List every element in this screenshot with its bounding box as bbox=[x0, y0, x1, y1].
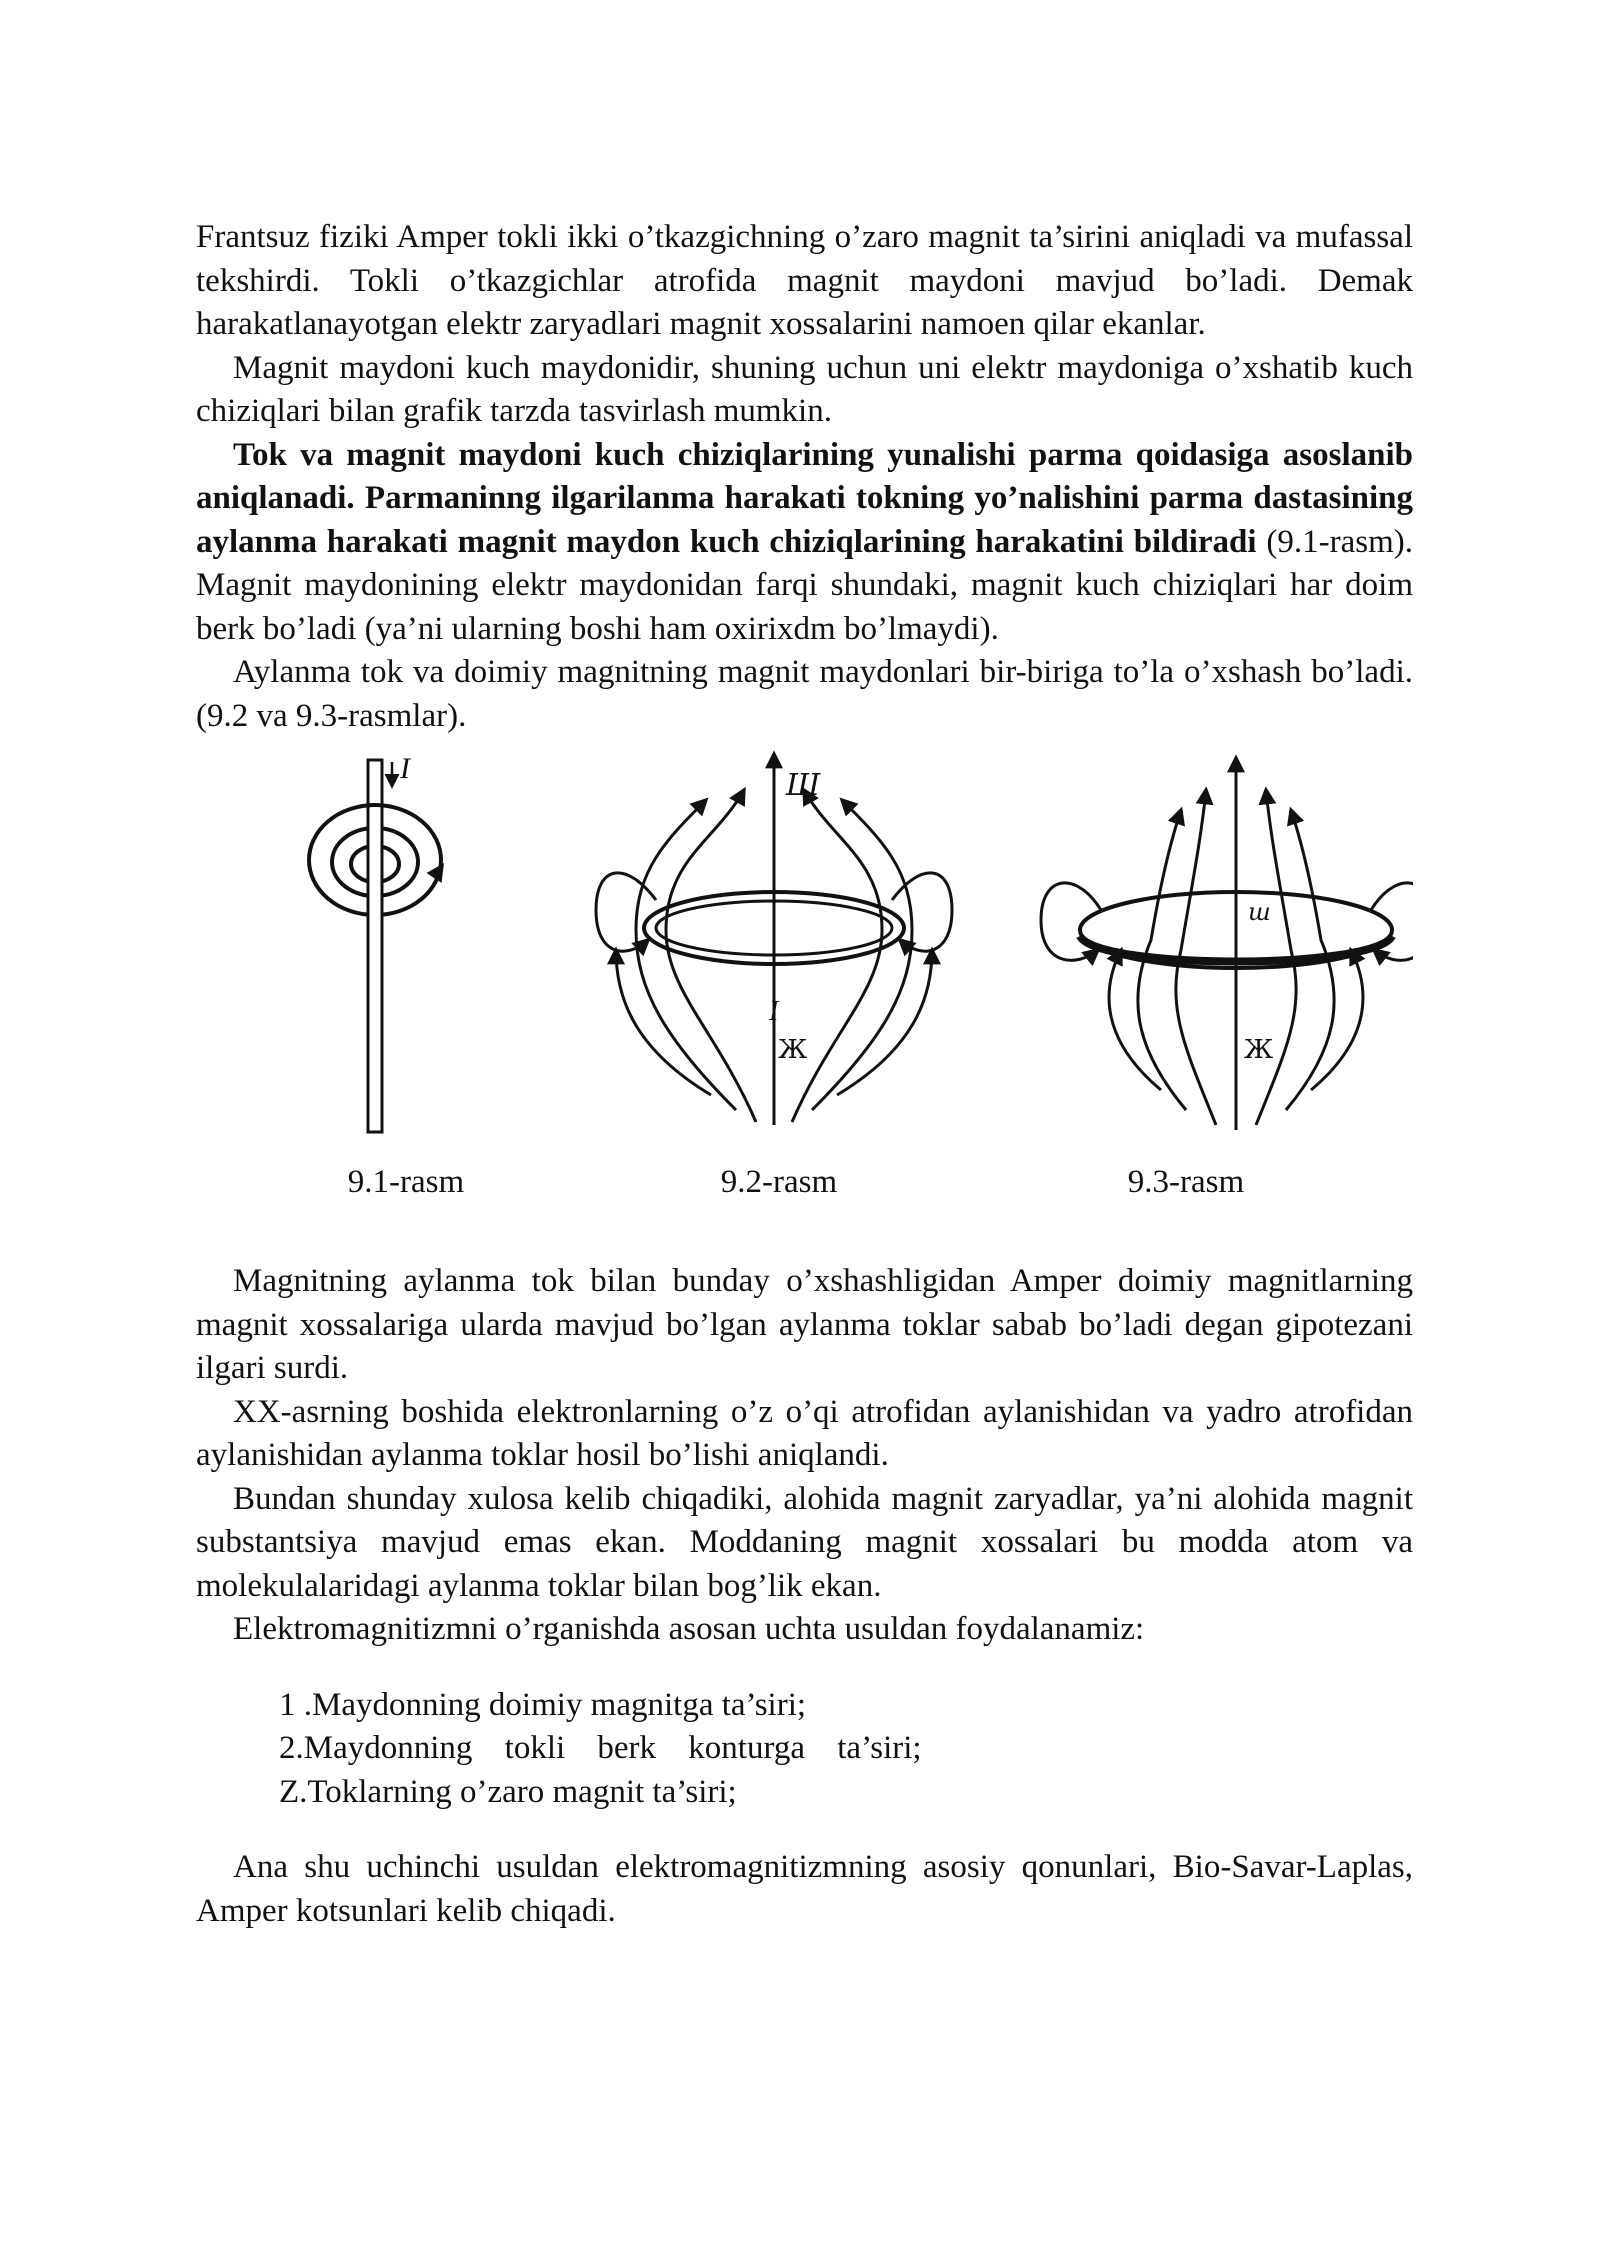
methods-list bbox=[279, 1684, 1413, 1815]
fig1-current-label: I bbox=[400, 752, 410, 785]
paragraph-3-rest: (9.1-rasm). Magnit maydonining elektr maydonidan farqi shundaki, magnit kuch chiziqlari har doim berk bo’ladi (ya’ni ularning boshi ham oxirixdm bo’lmaydi). bbox=[196, 523, 1414, 647]
paragraph-9: Ana shu uchinchi usuldan elektromagnitizmning asosiy qonunlari, Bio-Savar-Laplas, Amper kotsunlari kelib chiqadi. bbox=[196, 1849, 1413, 1929]
fig2-current-label: I bbox=[769, 996, 779, 1027]
fig3-bottom-label: Ж bbox=[1244, 1035, 1274, 1065]
paragraph-4: Aylanma tok va doimiy magnitning magnit maydonlari bir-biriga to’la o’xshash bo’ladi. (9.2 va 9.3-rasmlar). bbox=[196, 654, 1413, 734]
figures-row bbox=[196, 750, 1413, 1220]
paragraph-7: Bundan shunday xulosa kelib chiqadiki, alohida magnit zaryadlar, ya’ni alohida magnit substantsiya mavjud emas ekan. Moddaning magnit xossalari bu modda atom va molekulalaridagi aylanma toklar bilan bog’lik ekan. bbox=[196, 1480, 1413, 1604]
list-item: 1 .Maydonning doimiy magnitga ta’siri; bbox=[279, 1686, 807, 1723]
paragraph-3-bold: Tok va magnit maydoni kuch chiziqlarining yunalishi parma qoidasiga asoslanib aniqlanadi. Parmaninng ilgarilanma harakati tokning yo’nalishini parma dastasining aylanma harakati magnit maydon kuch chiziqlarining harakatini bildiradi bbox=[196, 436, 1413, 560]
paragraph-2: Magnit maydoni kuch maydonidir, shuning uchun uni elektr maydoniga o’xshatib kuch chiziqlari bilan grafik tarzda tasvirlash mumkin. bbox=[196, 349, 1413, 429]
paragraph-1: Frantsuz fiziki Amper tokli ikki o’tkazgichning o’zaro magnit ta’sirini aniqladi va mufassal tekshirdi. Tokli o’tkazgichlar atrofida magnit maydoni mavjud bo’ladi. Demak harakatlanayotgan elektr zaryadlari magnit xossalarini namoen qilar ekanlar. bbox=[196, 219, 1413, 342]
caption-9-2: 9.2-rasm bbox=[720, 1164, 838, 1200]
caption-9-3: 9.3-rasm bbox=[1127, 1164, 1245, 1200]
caption-9-1: 9.1-rasm bbox=[347, 1164, 465, 1200]
paragraph-8: Elektromagnitizmni o’rganishda asosan uchta usuldan foydalanamiz: bbox=[233, 1611, 1145, 1647]
figure-9-3 bbox=[1041, 758, 1413, 1130]
list-item: 2.Maydonning tokli berk konturga ta’siri; bbox=[279, 1730, 922, 1766]
figure-9-1 bbox=[309, 752, 442, 1132]
page-content bbox=[196, 216, 1413, 1933]
figures-drawing bbox=[196, 750, 1413, 1160]
paragraph-6: XX-asrning boshida elektronlarning o’z o’qi atrofidan aylanishidan va yadro atrofidan aylanishidan aylanma toklar hosil bo’lishi aniqlandi. bbox=[196, 1393, 1413, 1473]
figure-9-2 bbox=[596, 754, 952, 1125]
paragraph-5: Magnitning aylanma tok bilan bunday o’xshashligidan Amper doimiy magnitlarning magnit xossalariga ularda mavjud bo’lgan aylanma toklar sabab bo’ladi degan gipotezani ilgari surdi. bbox=[196, 1263, 1413, 1386]
list-item: Z.Toklarning o’zaro magnit ta’siri; bbox=[279, 1773, 737, 1810]
fig2-bottom-label: Ж bbox=[778, 1035, 808, 1065]
fig3-top-label: ш bbox=[1248, 898, 1271, 926]
fig2-top-label: Ш bbox=[786, 768, 821, 803]
paragraph-3 bbox=[196, 434, 1413, 652]
